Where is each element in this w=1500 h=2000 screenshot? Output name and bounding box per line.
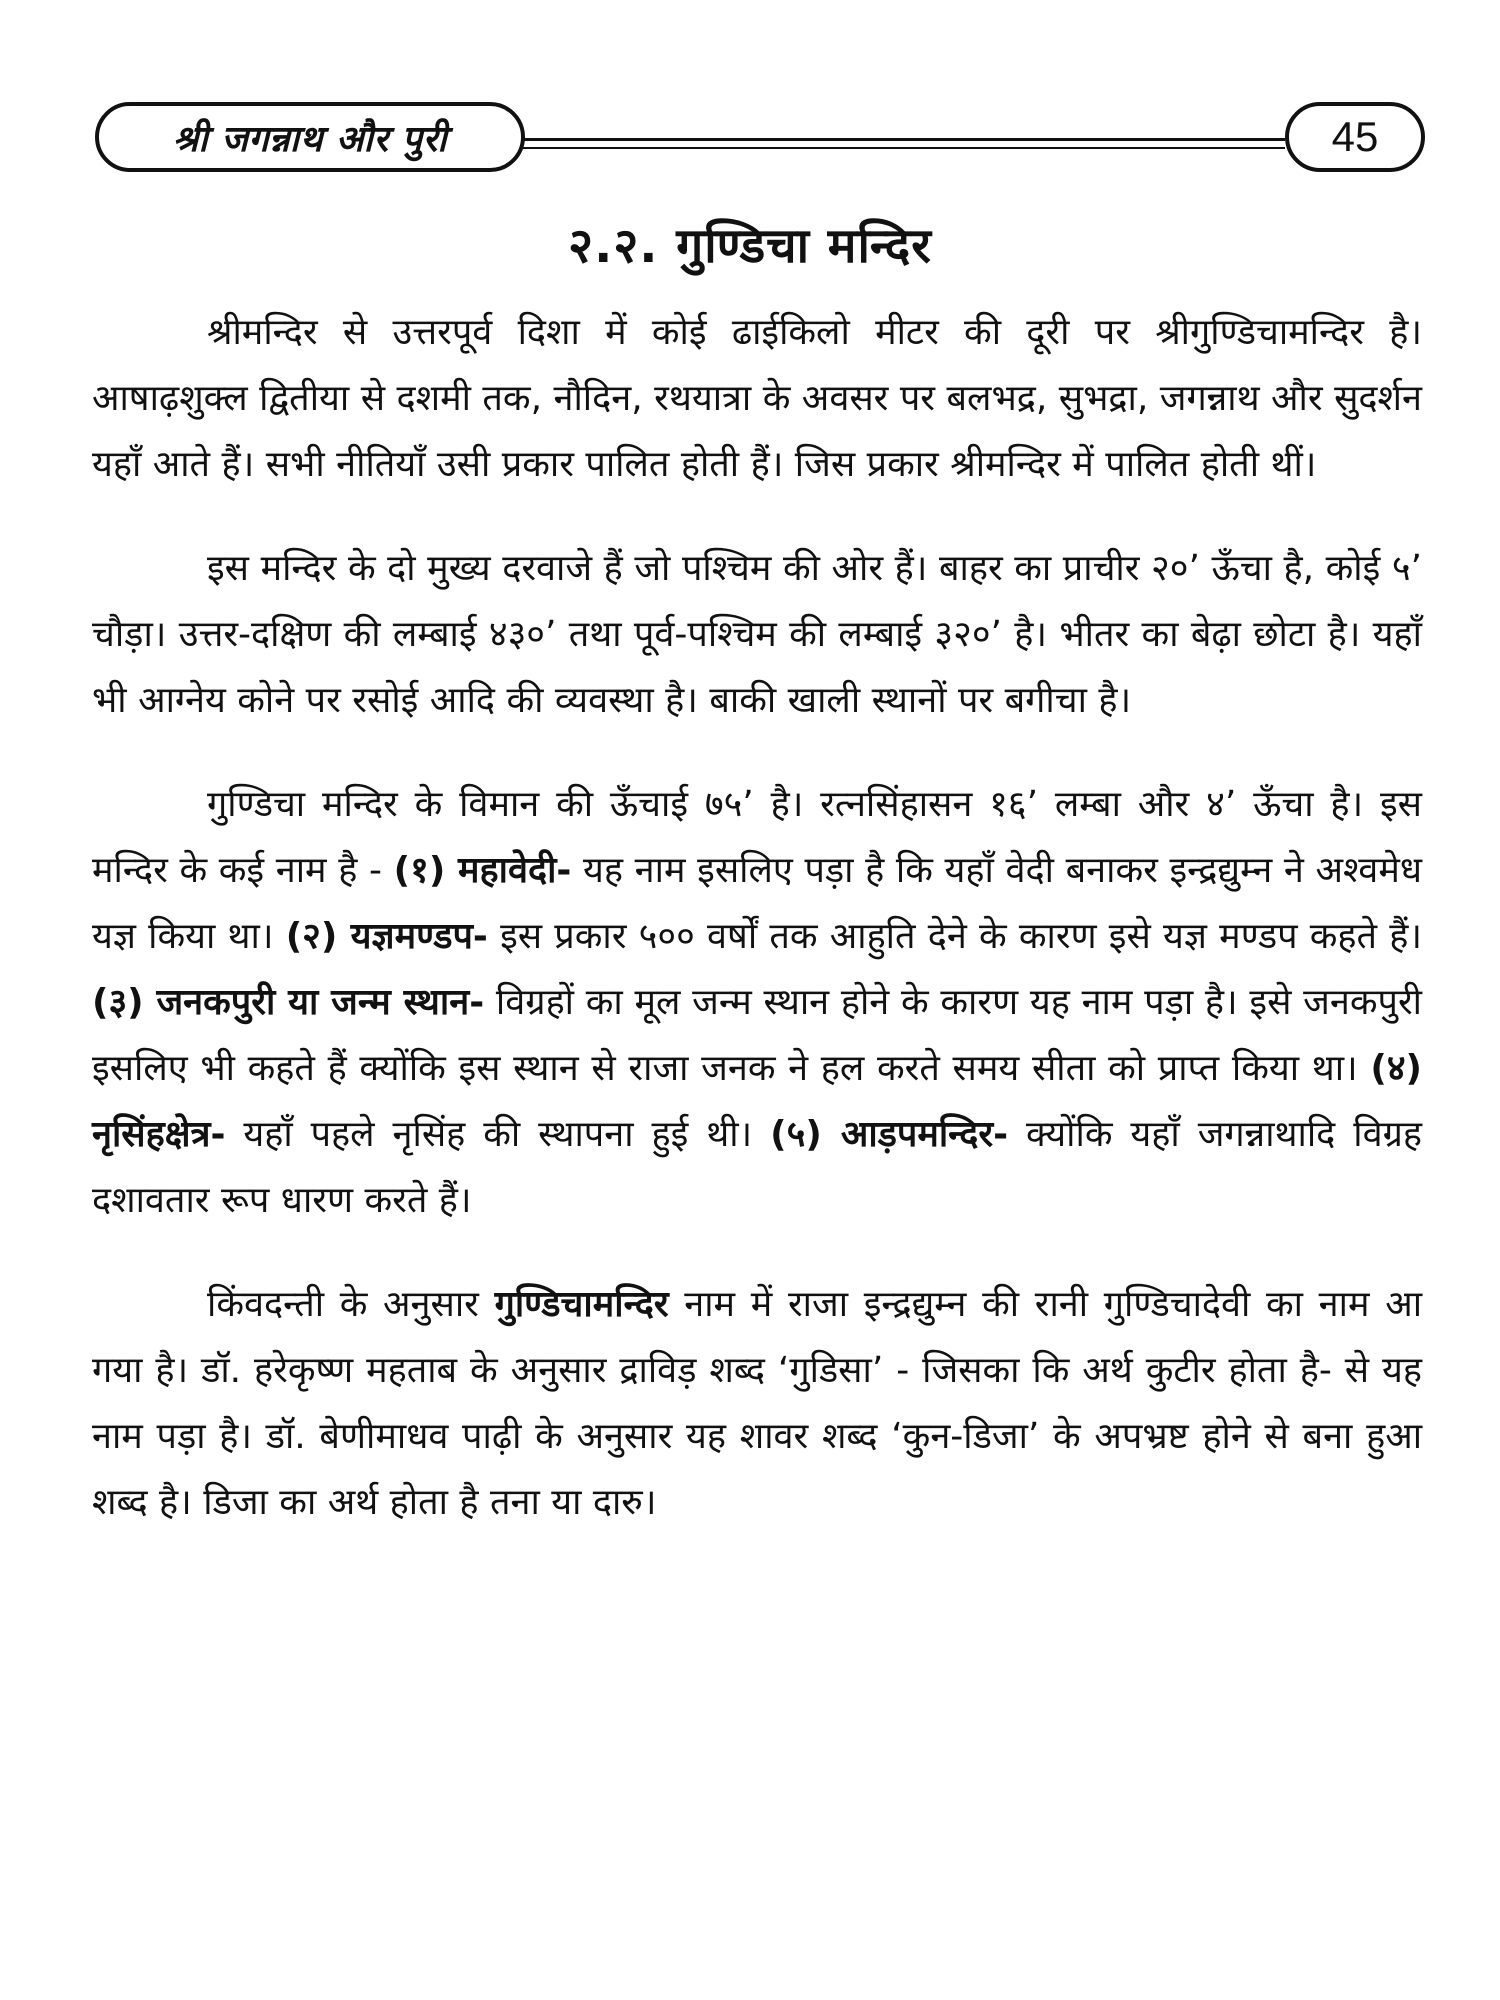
name-mahavedi: (१) महावेदी- [393, 850, 572, 891]
book-title-frame [95, 102, 525, 172]
page-number: 45 [1331, 113, 1379, 160]
names-intro: गुण्डिचा मन्दिर के विमान की ऊँचाई ७५’ है। रत्नसिंहासन १६’ लम्बा और ४’ ऊँचा है। इस मन्दिर के कई नाम है - [92, 784, 1422, 891]
legend-gundicha-mandir: गुण्डिचामन्दिर [494, 1284, 669, 1325]
book-title: श्री जगन्नाथ और पुरी [172, 118, 448, 160]
header-rule-thin [515, 147, 1285, 149]
section-title: २.२. गुण्डिचा मन्दिर [568, 218, 932, 274]
name-yajnamandap: (२) यज्ञमण्डप- [285, 916, 488, 957]
legend-text: नाम में राजा इन्द्रद्युम्न की रानी गुण्डिचादेवी का नाम आ गया है। डॉ. हरेकृष्ण महताब के अनुसार द्राविड़ शब्द ‘गुडिसा’ - जिसका कि अर्थ कुटीर होता है- से यह नाम पड़ा है। डॉ. बेणीमाधव पाढ़ी के अनुसार यह शावर शब्द ‘कुन-डिजा’ के अपभ्रष्ट होने से बना हुआ शब्द है। डिजा का अर्थ होता है तना या दारु। [92, 1284, 1422, 1523]
names-text-3: इस प्रकार ५०० वर्षों तक आहुति देने के कारण इसे यज्ञ मण्डप कहते हैं। [487, 916, 1422, 957]
paragraph-names [92, 772, 1422, 1234]
name-nrisimhakshetra: (४) नृसिंहक्षेत्र- [92, 1048, 1422, 1155]
body-text [92, 300, 1422, 1574]
paragraph-dimensions: इस मन्दिर के दो मुख्य दरवाजे हैं जो पश्चिम की ओर हैं। बाहर का प्राचीर २०’ ऊँचा है, कोई ५’ चौड़ा। उत्तर-दक्षिण की लम्बाई ४३०’ तथा पूर्व-पश्चिम की लम्बाई ३२०’ है। भीतर का बेढ़ा छोटा है। यहाँ भी आग्नेय कोने पर रसोई आदि की व्यवस्था है। बाकी खाली स्थानों पर बगीचा है। [92, 548, 1422, 721]
header-rule [515, 138, 1285, 141]
names-text-2: यह नाम इसलिए पड़ा है कि यहाँ वेदी बनाकर इन्द्रद्युम्न ने अश्वमेध यज्ञ किया था। [92, 850, 1422, 957]
running-header [95, 100, 1425, 180]
names-text-4: विग्रहों का मूल जन्म स्थान होने के कारण यह नाम पड़ा है। इसे जनकपुरी इसलिए भी कहते हैं क्योंकि इस स्थान से राजा जनक ने हल करते समय सीता को प्राप्त किया था। [92, 982, 1422, 1089]
paragraph-legend [92, 1272, 1422, 1536]
page-number-frame [1285, 102, 1425, 172]
name-adapmandir: (५) आड़पमन्दिर- [770, 1114, 1009, 1155]
names-text-6: क्योंकि यहाँ जगन्नाथादि विग्रह दशावतार रूप धारण करते हैं। [92, 1114, 1423, 1221]
name-janakpuri: (३) जनकपुरी या जन्म स्थान- [92, 982, 485, 1023]
legend-intro: किंवदन्ती के अनुसार [207, 1284, 495, 1325]
names-text-5: यहाँ पहले नृसिंह की स्थापना हुई थी। [225, 1114, 771, 1155]
paragraph-location: श्रीमन्दिर से उत्तरपूर्व दिशा में कोई ढाईकिलो मीटर की दूरी पर श्रीगुण्डिचामन्दिर है। आषाढ़शुक्ल द्वितीया से दशमी तक, नौदिन, रथयात्रा के अवसर पर बलभद्र, सुभद्रा, जगन्नाथ और सुदर्शन यहाँ आते हैं। सभी नीतियाँ उसी प्रकार पालित होती हैं। जिस प्रकार श्रीमन्दिर में पालित होती थीं। [92, 312, 1422, 485]
